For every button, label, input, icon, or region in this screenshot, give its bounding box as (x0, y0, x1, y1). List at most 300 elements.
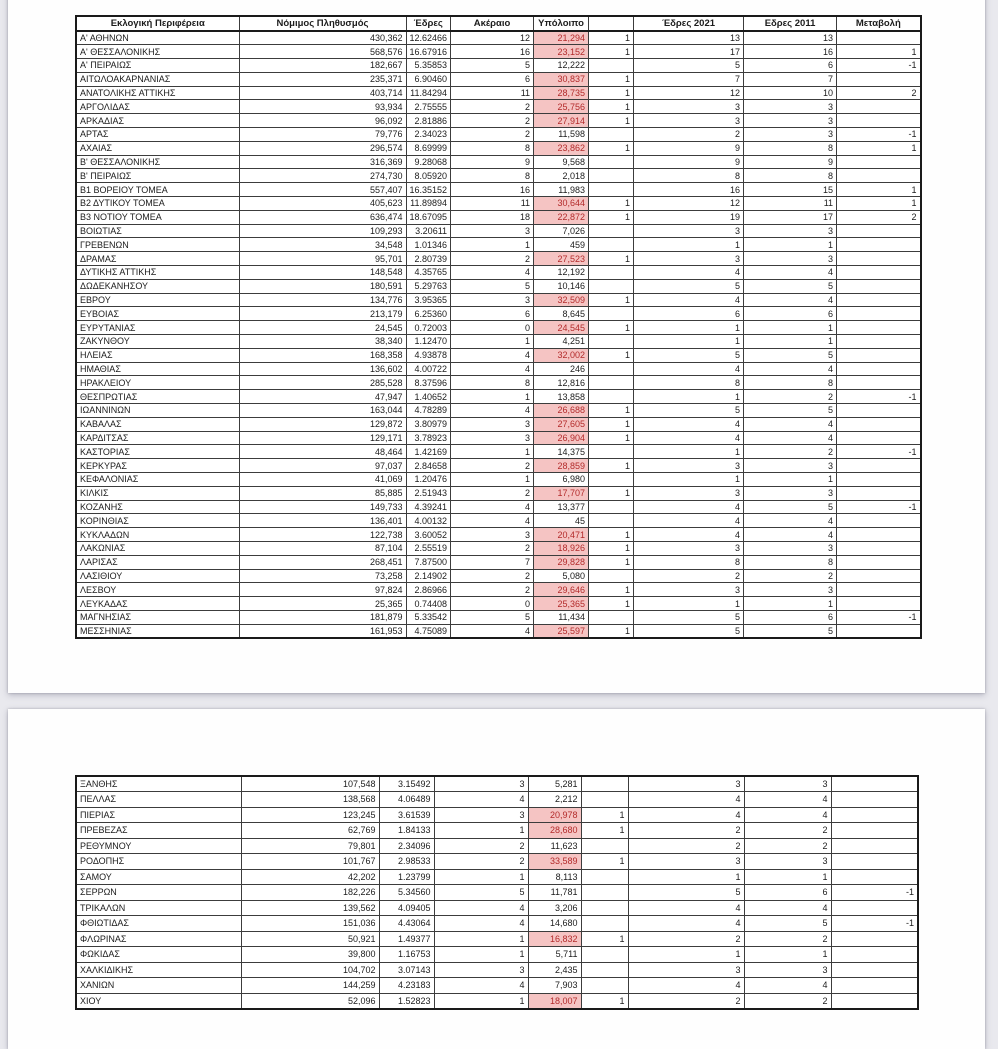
table-row (76, 555, 921, 569)
cell-bonus: 1 (589, 583, 634, 597)
table-row (76, 807, 918, 823)
table-row (76, 431, 921, 445)
cell-bonus: 1 (589, 293, 634, 307)
cell-population: 79,801 (241, 838, 379, 854)
cell-change: -1 (837, 128, 921, 142)
cell-integer: 2 (451, 541, 534, 555)
table-row (76, 31, 921, 45)
cell-integer: 4 (451, 362, 534, 376)
table-row (76, 885, 918, 901)
cell-seats-2011: 6 (744, 885, 831, 901)
cell-remainder: 26,904 (534, 431, 589, 445)
cell-change (837, 238, 921, 252)
cell-integer: 8 (451, 376, 534, 390)
cell-integer: 2 (434, 854, 528, 870)
cell-seats-2021: 2 (628, 993, 744, 1009)
cell-change (831, 931, 918, 947)
cell-district: ΞΑΝΘΗΣ (76, 776, 241, 792)
cell-district: ΛΕΥΚΑΔΑΣ (76, 597, 239, 611)
cell-quotient: 4.39241 (406, 500, 451, 514)
cell-district: Α' ΑΘΗΝΩΝ (76, 31, 239, 45)
cell-integer: 5 (434, 885, 528, 901)
cell-change (837, 569, 921, 583)
cell-district: Α' ΠΕΙΡΑΙΩΣ (76, 59, 239, 73)
cell-integer: 6 (451, 307, 534, 321)
cell-bonus: 1 (589, 210, 634, 224)
cell-population: 161,953 (239, 624, 406, 638)
cell-remainder: 29,646 (534, 583, 589, 597)
cell-integer: 3 (434, 962, 528, 978)
cell-remainder: 8,645 (534, 307, 589, 321)
cell-seats-2021: 4 (628, 792, 744, 808)
cell-remainder: 23,152 (534, 45, 589, 59)
table-row (76, 610, 921, 624)
table-row (76, 514, 921, 528)
table-row (76, 541, 921, 555)
table-row (76, 307, 921, 321)
cell-change: -1 (837, 390, 921, 404)
cell-integer: 4 (434, 916, 528, 932)
cell-seats-2021: 2 (628, 823, 744, 839)
cell-quotient: 1.12470 (406, 335, 451, 349)
cell-change (831, 978, 918, 994)
cell-integer: 4 (451, 348, 534, 362)
cell-remainder: 22,872 (534, 210, 589, 224)
cell-seats-2021: 3 (634, 583, 744, 597)
cell-remainder: 20,978 (528, 807, 581, 823)
cell-quotient: 4.09405 (379, 900, 434, 916)
cell-seats-2011: 7 (744, 72, 837, 86)
cell-integer: 2 (451, 486, 534, 500)
cell-seats-2011: 4 (744, 362, 837, 376)
cell-remainder: 9,568 (534, 155, 589, 169)
cell-integer: 2 (451, 459, 534, 473)
cell-remainder: 12,222 (534, 59, 589, 73)
cell-seats-2021: 4 (634, 293, 744, 307)
table-row (76, 155, 921, 169)
cell-seats-2011: 3 (744, 224, 837, 238)
cell-quotient: 2.55519 (406, 541, 451, 555)
cell-remainder: 27,523 (534, 252, 589, 266)
cell-seats-2021: 12 (634, 197, 744, 211)
cell-integer: 7 (451, 555, 534, 569)
cell-change (837, 114, 921, 128)
cell-population: 144,259 (241, 978, 379, 994)
cell-population: 568,576 (239, 45, 406, 59)
cell-seats-2021: 4 (634, 266, 744, 280)
cell-population: 41,069 (239, 473, 406, 487)
cell-bonus (589, 473, 634, 487)
cell-quotient: 3.60052 (406, 528, 451, 542)
cell-seats-2011: 3 (744, 541, 837, 555)
cell-district: ΣΕΡΡΩΝ (76, 885, 241, 901)
cell-seats-2011: 16 (744, 45, 837, 59)
cell-remainder: 11,598 (534, 128, 589, 142)
cell-seats-2021: 3 (628, 962, 744, 978)
cell-seats-2011: 8 (744, 141, 837, 155)
cell-seats-2011: 2 (744, 993, 831, 1009)
cell-seats-2021: 5 (634, 59, 744, 73)
cell-quotient: 1.16753 (379, 947, 434, 963)
cell-integer: 8 (451, 141, 534, 155)
cell-remainder: 459 (534, 238, 589, 252)
cell-quotient: 11.89894 (406, 197, 451, 211)
cell-district: ΠΙΕΡΙΑΣ (76, 807, 241, 823)
cell-bonus: 1 (589, 404, 634, 418)
cell-seats-2011: 5 (744, 348, 837, 362)
cell-quotient: 4.35765 (406, 266, 451, 280)
cell-integer: 3 (451, 293, 534, 307)
cell-change (831, 993, 918, 1009)
cell-seats-2011: 3 (744, 128, 837, 142)
cell-remainder: 12,816 (534, 376, 589, 390)
cell-district: ΔΡΑΜΑΣ (76, 252, 239, 266)
cell-integer: 1 (434, 931, 528, 947)
cell-population: 148,548 (239, 266, 406, 280)
table-row (76, 376, 921, 390)
cell-change (837, 321, 921, 335)
cell-district: ΧΑΛΚΙΔΙΚΗΣ (76, 962, 241, 978)
col-header: Μεταβολή (837, 16, 921, 31)
table-row (76, 838, 918, 854)
cell-change (831, 792, 918, 808)
cell-remainder: 18,007 (528, 993, 581, 1009)
cell-integer: 4 (451, 624, 534, 638)
cell-bonus (589, 610, 634, 624)
cell-integer: 5 (451, 59, 534, 73)
cell-seats-2021: 1 (634, 473, 744, 487)
cell-population: 93,934 (239, 100, 406, 114)
cell-remainder: 10,146 (534, 279, 589, 293)
cell-change (837, 473, 921, 487)
cell-quotient: 1.20476 (406, 473, 451, 487)
cell-seats-2011: 4 (744, 266, 837, 280)
cell-change (837, 307, 921, 321)
cell-seats-2011: 6 (744, 307, 837, 321)
cell-bonus (589, 514, 634, 528)
cell-bonus (581, 869, 628, 885)
cell-seats-2011: 15 (744, 183, 837, 197)
cell-seats-2011: 4 (744, 900, 831, 916)
cell-quotient: 1.84133 (379, 823, 434, 839)
cell-seats-2011: 5 (744, 624, 837, 638)
cell-remainder: 14,680 (528, 916, 581, 932)
cell-bonus (581, 978, 628, 994)
cell-district: ΡΟΔΟΠΗΣ (76, 854, 241, 870)
cell-seats-2011: 4 (744, 293, 837, 307)
cell-seats-2011: 4 (744, 431, 837, 445)
cell-quotient: 3.20611 (406, 224, 451, 238)
cell-change: -1 (831, 885, 918, 901)
cell-remainder: 13,377 (534, 500, 589, 514)
cell-bonus (581, 916, 628, 932)
cell-integer: 4 (451, 404, 534, 418)
cell-population: 235,371 (239, 72, 406, 86)
cell-change (837, 362, 921, 376)
cell-seats-2021: 9 (634, 155, 744, 169)
cell-integer: 2 (451, 583, 534, 597)
cell-bonus: 1 (589, 100, 634, 114)
cell-seats-2021: 4 (634, 500, 744, 514)
cell-district: ΜΕΣΣΗΝΙΑΣ (76, 624, 239, 638)
cell-population: 136,602 (239, 362, 406, 376)
table-row (76, 445, 921, 459)
cell-seats-2021: 4 (628, 807, 744, 823)
cell-population: 168,358 (239, 348, 406, 362)
cell-quotient: 2.84658 (406, 459, 451, 473)
cell-seats-2011: 3 (744, 776, 831, 792)
cell-seats-2011: 3 (744, 583, 837, 597)
cell-bonus: 1 (589, 555, 634, 569)
cell-district: ΛΑΚΩΝΙΑΣ (76, 541, 239, 555)
cell-district: ΑΙΤΩΛΟΑΚΑΡΝΑΝΙΑΣ (76, 72, 239, 86)
cell-remainder: 18,926 (534, 541, 589, 555)
cell-bonus (589, 279, 634, 293)
cell-seats-2011: 1 (744, 321, 837, 335)
table-row (76, 114, 921, 128)
cell-district: ΚΑΣΤΟΡΙΑΣ (76, 445, 239, 459)
cell-seats-2021: 3 (634, 252, 744, 266)
cell-seats-2021: 1 (634, 238, 744, 252)
table-row (76, 500, 921, 514)
table-row (76, 900, 918, 916)
cell-seats-2011: 1 (744, 238, 837, 252)
cell-integer: 1 (434, 947, 528, 963)
cell-change (837, 155, 921, 169)
cell-seats-2021: 1 (634, 445, 744, 459)
cell-district: ΚΟΖΑΝΗΣ (76, 500, 239, 514)
cell-remainder: 28,859 (534, 459, 589, 473)
cell-seats-2011: 6 (744, 610, 837, 624)
cell-seats-2011: 2 (744, 569, 837, 583)
cell-seats-2021: 8 (634, 169, 744, 183)
cell-quotient: 1.42169 (406, 445, 451, 459)
cell-seats-2021: 5 (634, 348, 744, 362)
cell-remainder: 17,707 (534, 486, 589, 500)
cell-remainder: 25,756 (534, 100, 589, 114)
cell-bonus (589, 500, 634, 514)
document-page-2 (8, 709, 985, 1049)
cell-quotient: 8.05920 (406, 169, 451, 183)
cell-bonus: 1 (581, 807, 628, 823)
cell-integer: 4 (451, 500, 534, 514)
cell-district: ΗΛΕΙΑΣ (76, 348, 239, 362)
cell-seats-2021: 4 (634, 431, 744, 445)
cell-seats-2021: 1 (634, 321, 744, 335)
table-row (76, 335, 921, 349)
cell-change (837, 348, 921, 362)
col-header: Έδρες (406, 16, 451, 31)
table-row (76, 978, 918, 994)
cell-bonus (589, 169, 634, 183)
table-row (76, 854, 918, 870)
col-header: Έδρες 2021 (634, 16, 744, 31)
cell-bonus (589, 59, 634, 73)
cell-seats-2011: 4 (744, 528, 837, 542)
cell-seats-2021: 17 (634, 45, 744, 59)
cell-seats-2011: 1 (744, 335, 837, 349)
cell-district: ΧΑΝΙΩΝ (76, 978, 241, 994)
cell-seats-2021: 13 (634, 31, 744, 45)
cell-change: -1 (837, 59, 921, 73)
cell-bonus: 1 (589, 321, 634, 335)
cell-bonus (581, 900, 628, 916)
cell-quotient: 1.40652 (406, 390, 451, 404)
cell-seats-2021: 4 (634, 514, 744, 528)
table-row (76, 252, 921, 266)
cell-population: 104,702 (241, 962, 379, 978)
cell-quotient: 3.61539 (379, 807, 434, 823)
cell-quotient: 1.49377 (379, 931, 434, 947)
cell-seats-2021: 3 (628, 776, 744, 792)
cell-seats-2021: 1 (628, 869, 744, 885)
cell-change (837, 293, 921, 307)
cell-seats-2021: 3 (634, 224, 744, 238)
cell-population: 285,528 (239, 376, 406, 390)
cell-population: 213,179 (239, 307, 406, 321)
cell-seats-2021: 2 (628, 838, 744, 854)
cell-integer: 1 (451, 238, 534, 252)
cell-population: 180,591 (239, 279, 406, 293)
cell-change: 1 (837, 197, 921, 211)
cell-integer: 11 (451, 197, 534, 211)
cell-integer: 16 (451, 45, 534, 59)
cell-district: ΑΡΚΑΔΙΑΣ (76, 114, 239, 128)
cell-remainder: 16,832 (528, 931, 581, 947)
cell-remainder: 7,026 (534, 224, 589, 238)
cell-integer: 2 (451, 128, 534, 142)
cell-seats-2011: 3 (744, 962, 831, 978)
cell-integer: 1 (434, 993, 528, 1009)
table-row (76, 947, 918, 963)
cell-quotient: 1.23799 (379, 869, 434, 885)
cell-integer: 3 (434, 807, 528, 823)
cell-remainder: 20,471 (534, 528, 589, 542)
cell-quotient: 1.01346 (406, 238, 451, 252)
cell-seats-2011: 3 (744, 486, 837, 500)
cell-seats-2021: 1 (634, 597, 744, 611)
cell-bonus: 1 (589, 141, 634, 155)
cell-change (837, 528, 921, 542)
cell-seats-2011: 3 (744, 854, 831, 870)
table-row (76, 45, 921, 59)
table-row (76, 141, 921, 155)
cell-change (831, 807, 918, 823)
cell-integer: 5 (451, 279, 534, 293)
cell-remainder: 2,018 (534, 169, 589, 183)
cell-seats-2011: 2 (744, 931, 831, 947)
cell-population: 50,921 (241, 931, 379, 947)
cell-population: 129,872 (239, 417, 406, 431)
cell-integer: 1 (451, 445, 534, 459)
cell-quotient: 2.80739 (406, 252, 451, 266)
cell-district: ΚΙΛΚΙΣ (76, 486, 239, 500)
cell-seats-2021: 9 (634, 141, 744, 155)
cell-seats-2021: 12 (634, 86, 744, 100)
cell-quotient: 4.43064 (379, 916, 434, 932)
cell-population: 181,879 (239, 610, 406, 624)
cell-change: -1 (837, 610, 921, 624)
cell-district: ΙΩΑΝΝΙΝΩΝ (76, 404, 239, 418)
cell-district: Β' ΠΕΙΡΑΙΩΣ (76, 169, 239, 183)
table-row (76, 238, 921, 252)
cell-seats-2021: 7 (634, 72, 744, 86)
table-row (76, 169, 921, 183)
cell-district: ΚΕΡΚΥΡΑΣ (76, 459, 239, 473)
cell-population: 430,362 (239, 31, 406, 45)
cell-bonus (589, 362, 634, 376)
cell-quotient: 3.15492 (379, 776, 434, 792)
cell-district: ΕΒΡΟΥ (76, 293, 239, 307)
cell-integer: 1 (451, 473, 534, 487)
cell-seats-2021: 4 (634, 417, 744, 431)
cell-quotient: 2.34023 (406, 128, 451, 142)
cell-quotient: 18.67095 (406, 210, 451, 224)
cell-population: 557,407 (239, 183, 406, 197)
cell-district: ΠΡΕΒΕΖΑΣ (76, 823, 241, 839)
cell-seats-2021: 5 (634, 404, 744, 418)
cell-change (837, 335, 921, 349)
cell-change (837, 100, 921, 114)
cell-change (831, 900, 918, 916)
cell-quotient: 3.07143 (379, 962, 434, 978)
cell-seats-2011: 8 (744, 555, 837, 569)
cell-quotient: 3.95365 (406, 293, 451, 307)
cell-seats-2011: 1 (744, 947, 831, 963)
cell-change (831, 869, 918, 885)
cell-seats-2021: 5 (634, 610, 744, 624)
cell-district: ΚΕΦΑΛΟΝΙΑΣ (76, 473, 239, 487)
cell-district: ΑΝΑΤΟΛΙΚΗΣ ΑΤΤΙΚΗΣ (76, 86, 239, 100)
cell-change: 2 (837, 86, 921, 100)
cell-quotient: 6.90460 (406, 72, 451, 86)
cell-remainder: 26,688 (534, 404, 589, 418)
cell-remainder: 5,080 (534, 569, 589, 583)
cell-integer: 2 (434, 838, 528, 854)
cell-quotient: 2.86966 (406, 583, 451, 597)
cell-seats-2021: 5 (634, 624, 744, 638)
table-row (76, 869, 918, 885)
cell-seats-2021: 6 (634, 307, 744, 321)
cell-change (837, 169, 921, 183)
cell-change (831, 962, 918, 978)
col-header (589, 16, 634, 31)
cell-district: Β3 ΝΟΤΙΟΥ ΤΟΜΕΑ (76, 210, 239, 224)
cell-bonus: 1 (589, 597, 634, 611)
cell-population: 138,568 (241, 792, 379, 808)
table-row (76, 916, 918, 932)
cell-remainder: 21,294 (534, 31, 589, 45)
cell-integer: 4 (434, 978, 528, 994)
cell-quotient: 12.62466 (406, 31, 451, 45)
cell-change (837, 514, 921, 528)
cell-remainder: 11,434 (534, 610, 589, 624)
table-row (76, 792, 918, 808)
cell-population: 636,474 (239, 210, 406, 224)
cell-change (831, 854, 918, 870)
cell-seats-2021: 3 (634, 100, 744, 114)
cell-population: 123,245 (241, 807, 379, 823)
cell-change: -1 (831, 916, 918, 932)
cell-district: ΦΘΙΩΤΙΔΑΣ (76, 916, 241, 932)
cell-district: ΓΡΕΒΕΝΩΝ (76, 238, 239, 252)
cell-seats-2011: 4 (744, 792, 831, 808)
cell-quotient: 2.98533 (379, 854, 434, 870)
table-row (76, 417, 921, 431)
cell-population: 134,776 (239, 293, 406, 307)
cell-population: 129,171 (239, 431, 406, 445)
cell-integer: 2 (451, 569, 534, 583)
